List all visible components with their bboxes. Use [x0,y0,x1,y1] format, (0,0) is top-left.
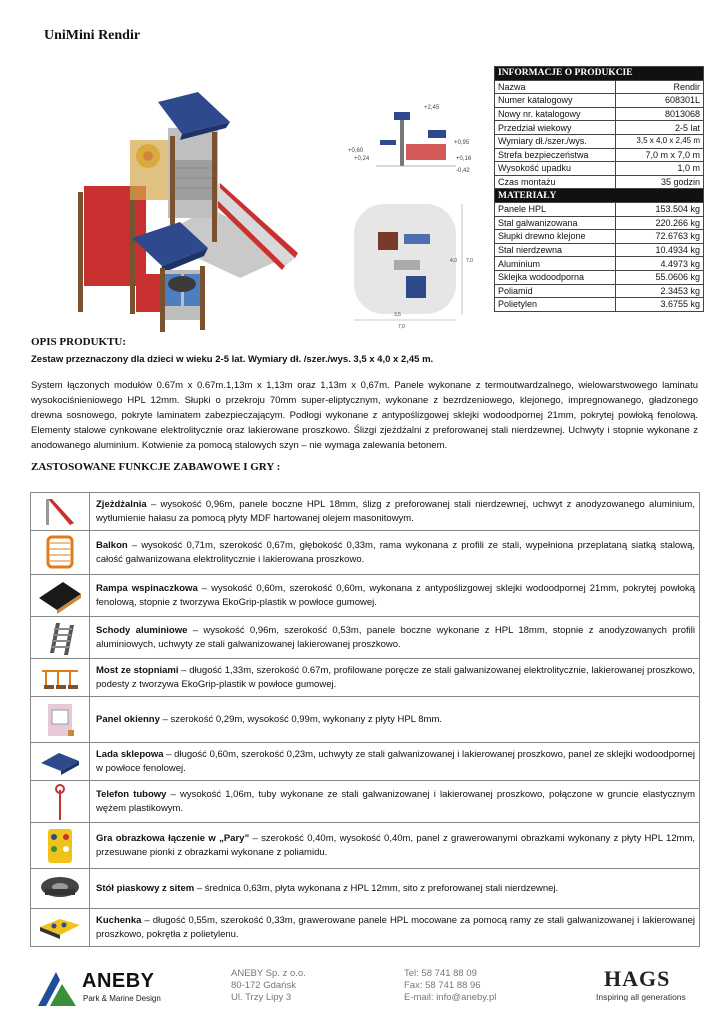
aneby-logo-icon [36,968,78,1008]
info-row: Przedział wiekowy 2-5 lat [495,121,704,135]
feature-text: Lada sklepowa – długość 0,60m, szerokość 0,23m, uchwyty ze stali galwanizowanej i lakierowanej proszkowo, panel ze sklejki wodoodpornej w powłoce fenolowej. [90,743,700,781]
material-row: Sklejka wodoodporna 55.0606 kg [495,270,704,284]
feature-row [31,659,700,697]
company-address: ANEBY Sp. z o.o. 80-172 Gdańsk Ul. Trzy Lipy 3 [231,968,306,1003]
material-row: Panele HPL 153.504 kg [495,202,704,216]
feature-text: Most ze stopniami – długość 1,33m, szerokość 0.67m, profilowane poręcze ze stali galwanizowanej elektrolitycznie, lakierowanej proszkowo, podesty z tworzywa EkoGrip-plastik w powłoce gumowej. [90,659,700,697]
tube-phone-icon [45,782,75,822]
product-render-image [70,88,328,334]
feature-text: Zjeżdżalnia – wysokość 0,96m, panele boczne HPL 18mm, ślizg z preforowanej stali nierdzewnej, uchwyt z anodyzowanego aluminium, wytłumienie hałasu za pomocą płyty MDF hartowanej olejem masonitowym. [90,493,700,531]
kitchen-icon [36,913,84,943]
features-heading: ZASTOSOWANE FUNKCJE ZABAWOWE I GRY : [31,461,281,473]
footer [0,964,725,1024]
feature-row [31,575,700,617]
feature-row [31,823,700,869]
feature-row [31,617,700,659]
info-row: Nazwa Rendir [495,80,704,94]
ladder-icon [40,619,80,657]
pairs-game-icon [42,825,78,867]
dim-label: +2,45 [424,105,440,111]
feature-row [31,909,700,947]
material-row: Polietylen 3.6755 kg [495,298,704,312]
dim-label: -0,42 [456,168,470,174]
feature-row [31,869,700,909]
info-row: Strefa bezpieczeństwa 7,0 m x 7,0 m [495,148,704,162]
brand-subtitle: Park & Marine Design [83,994,161,1003]
feature-text: Telefon tubowy – wysokość 1,06m, tuby wykonane ze stali galwanizowanej i lakierowanej proszkowo, połączone w gruncie elastycznym wężem plastikowym. [90,781,700,823]
info-row: Wymiary dł./szer./wys. 3,5 x 4,0 x 2,45 m [495,134,704,148]
page-title: UniMini Rendir [44,28,141,43]
feature-row [31,781,700,823]
brand-name: ANEBY [82,970,155,992]
info-row: Wysokość upadku 1,0 m [495,162,704,176]
info-table-title: INFORMACJE O PRODUKCIE [495,67,704,81]
description-body: System łączonych modułów 0.67m x 0.67m.1,13m x 1,13m oraz 1,13m x 0,67m. Panele wykonane z termoutwardzalnego, wielowarstwowego laminatu wysokociśnieniowego HPL 12mm. Słupki o przekroju 70mm super-eliptycznym, wykonane z bezrdzeniowego, klejonego, impregnowanego, gładzonego drewna sosnowego, pokryte laminatem zabezpieczającym. Podłogi wykonane z antypoślizgowej sklejki wodoodpornej 21mm, pokrytej powłoką fenolową. Elementy stalowe cynkowane elektrolitycznie oraz lakierowane proszkowo. Ślizgi zjeżdżalni z preforowanej stali nierdzewnej. Uchwyty i stopnie wykonane z anodowanego aluminium. Kotwienie za pomocą stalowych szyn – nie wymaga zalewania betonem. [31,380,698,451]
feature-text: Kuchenka – długość 0,55m, szerokość 0,33m, grawerowane panele HPL mocowane za pomocą ramy ze stali galwanizowanej i lakierowanej proszkowo, pokrętła z polietylenu. [90,909,700,947]
dim-label: 7,0 [398,324,405,330]
feature-row [31,743,700,781]
elevation-drawing [346,100,486,180]
ramp-icon [35,578,85,614]
slide-icon [40,495,80,529]
company-contact: Tel: 58 741 88 09 Fax: 58 741 88 96 E-mail: info@aneby.pl [404,968,497,1003]
window-panel-icon [42,700,78,740]
feature-text: Rampa wspinaczkowa – wysokość 0,60m, szerokość 0,60m, wykonana z antypoślizgowej sklejki wodoodpornej 21mm, pokrytej powłoką fenolową, stopnie z tworzywa EkoGrip-plastik w powłoce gumowej. [90,575,700,617]
info-row: Numer katalogowy 608301L [495,94,704,108]
product-info-table [494,66,704,312]
material-row: Poliamid 2.3453 kg [495,284,704,298]
partner-tagline: Inspiring all generations [596,992,686,1002]
shop-counter-icon [37,747,83,777]
info-row: Nowy nr. katalogowy 8013068 [495,107,704,121]
feature-row [31,697,700,743]
material-row: Słupki drewno klejone 72.6763 kg [495,230,704,244]
feature-text: Panel okienny – szerokość 0,29m, wysokość 0,99m, wykonany z płyty HPL 8mm. [90,697,700,743]
info-row: Czas montażu 35 godzin [495,175,704,189]
dim-label: +0,95 [454,140,470,146]
feature-text: Stół piaskowy z sitem – średnica 0,63m, płyta wykonana z HPL 12mm, sito z preforowanej stali nierdzewnej. [90,869,700,909]
step-bridge-icon [38,663,82,693]
feature-text: Schody aluminiowe – wysokość 0,96m, szerokość 0,53m, panele boczne wykonane z HPL 18mm, stopnie z anodyzowanych profili aluminiowych, uchwyty ze stali galwanizowanej lakierowanej proszkowo. [90,617,700,659]
balcony-icon [40,533,80,573]
features-table [30,492,700,947]
material-row: Aluminium 4.4973 kg [495,257,704,271]
dim-label: 4,0 [450,258,457,264]
feature-text: Gra obrazkowa łączenie w „Pary” – szerokość 0,40m, wysokość 0,40m, panel z grawerowanymi obrazkami wykonany z płyty HPL 12mm, przesuwane pionki z obrazkami wykonane z poliamidu. [90,823,700,869]
dim-label: 7,0 [466,258,473,264]
description-heading: OPIS PRODUKTU: [31,336,127,348]
sand-table-icon [37,873,83,905]
feature-text: Balkon – wysokość 0,71m, szerokość 0,67m, głębokość 0,33m, rama wykonana z profili ze stali, wypełniona przeplataną siatką stalową, całość galwanizowana elektrolitycznie i lakierowana proszkowo. [90,531,700,575]
description-lead: Zestaw przeznaczony dla dzieci w wieku 2-5 lat. Wymiary dł. /szer./wys. 3,5 x 4,0 x 2,45 m. [31,354,434,365]
material-row: Stal nierdzewna 10.4934 kg [495,243,704,257]
plan-drawing [346,196,480,332]
partner-logo: HAGS [604,966,671,991]
dim-label: +0,24 [354,156,370,162]
dim-label: 3,5 [394,312,401,318]
feature-row [31,531,700,575]
material-row: Stal galwanizowana 220.266 kg [495,216,704,230]
dim-label: +0,16 [456,156,472,162]
feature-row [31,493,700,531]
materials-table-title: MATERIAŁY [495,189,704,203]
dim-label: +0,60 [348,148,364,154]
